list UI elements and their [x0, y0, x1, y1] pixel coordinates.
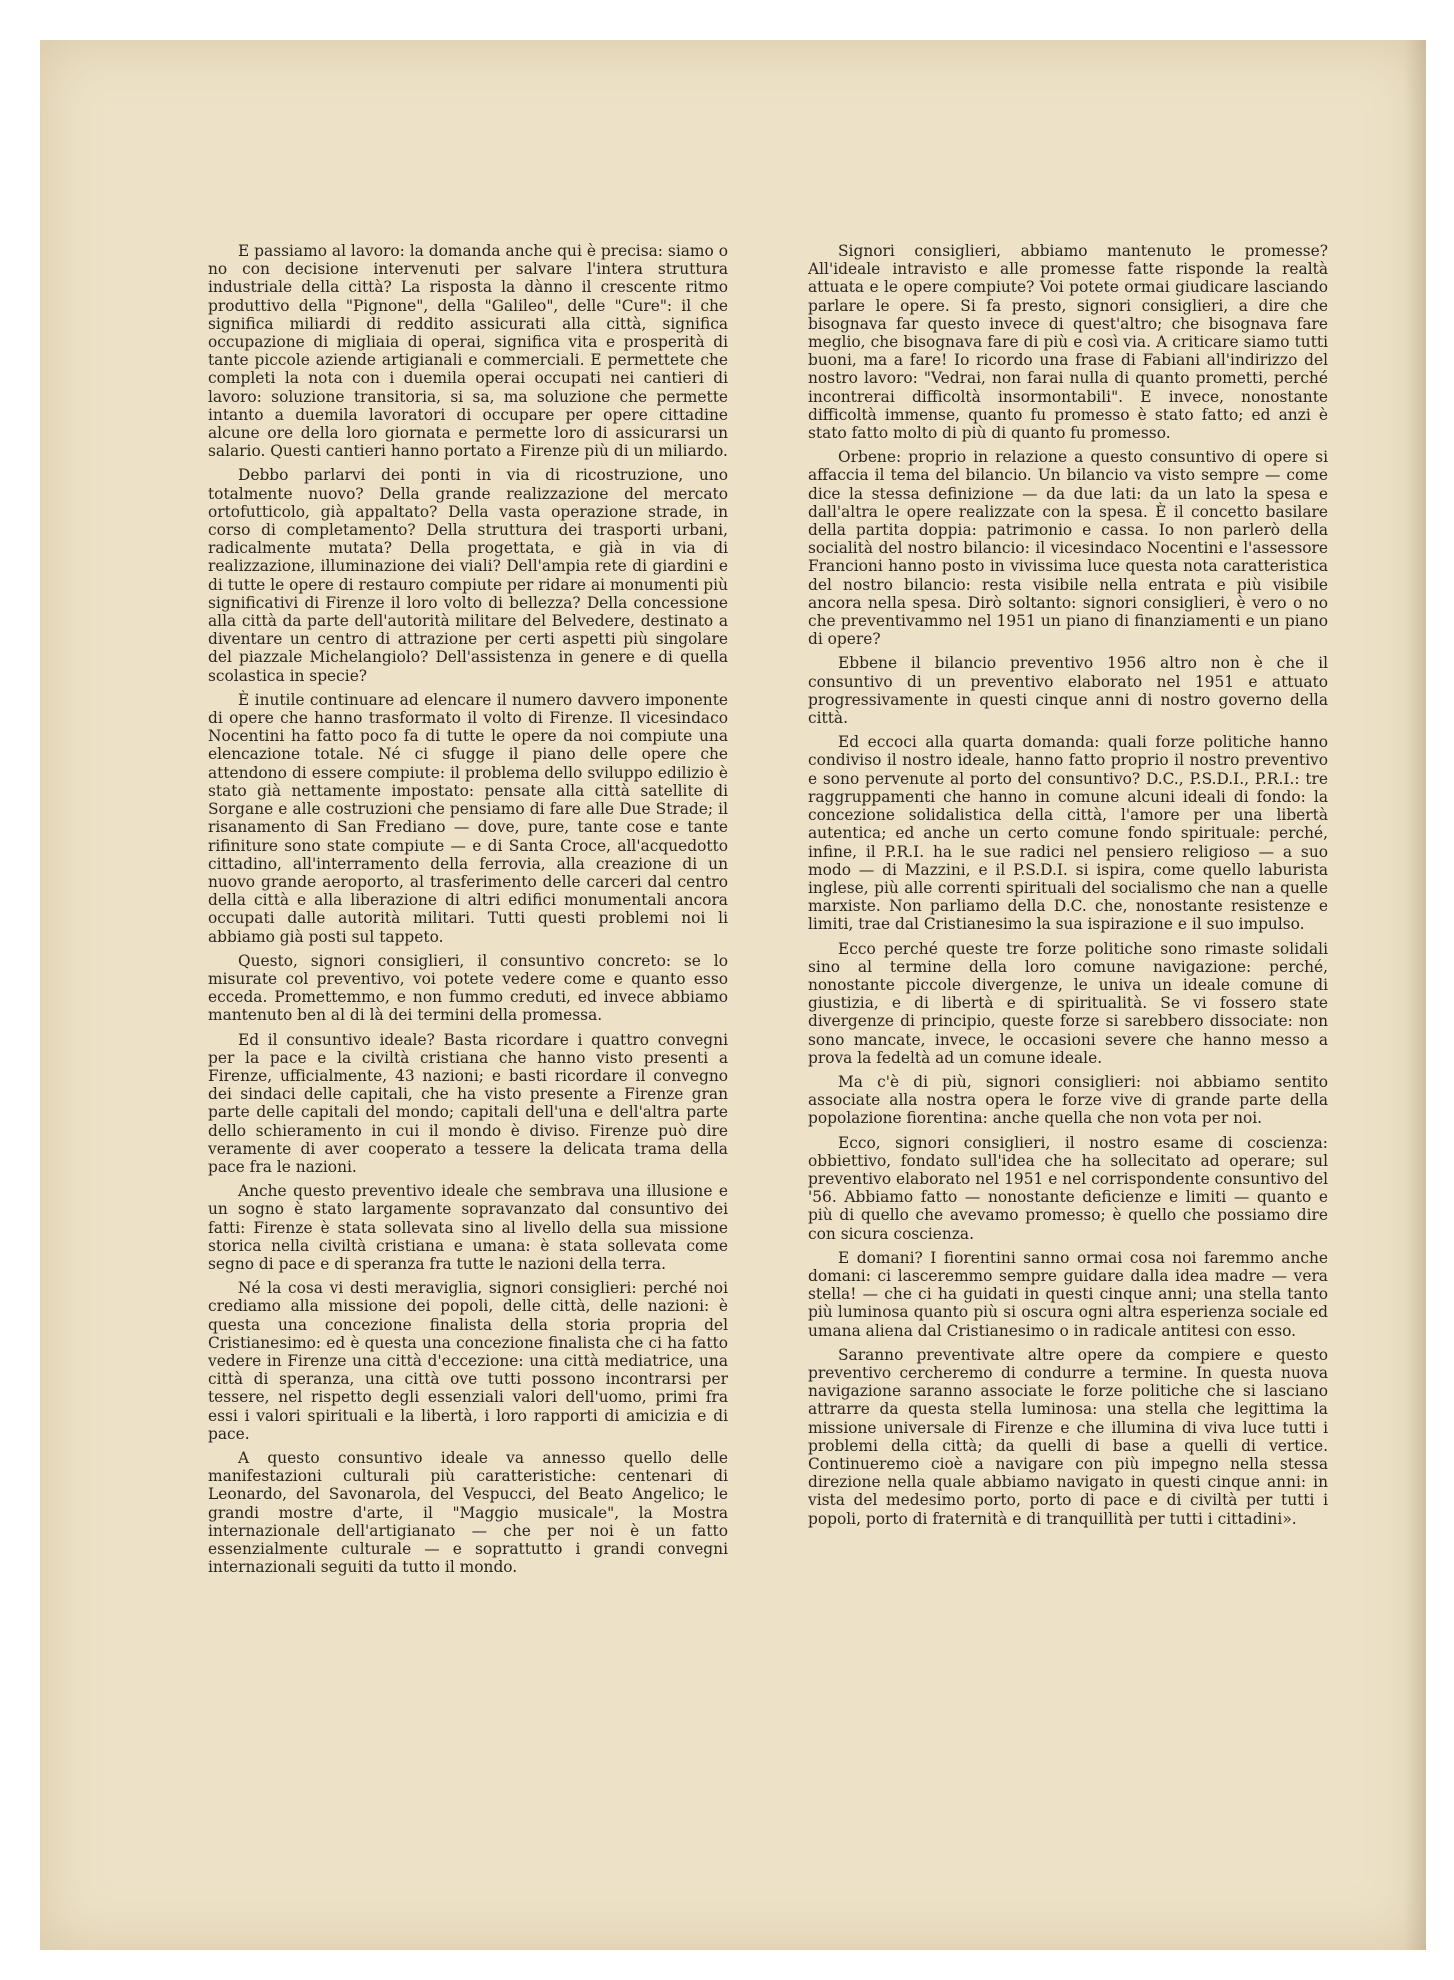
- paragraph: Ebbene il bilancio preventivo 1956 altro non è che il consuntivo di un preventivo elaborato nel 1951 e attuato progressivamente in questi cinque anni di nostro governo della città.: [808, 654, 1328, 728]
- left-column: [208, 242, 728, 1582]
- paragraph: Ecco, signori consiglieri, il nostro esame di coscienza: obbiettivo, fondato sull'idea che ha sollecitato ad operare; sul preventivo elaborato nel 1951 e nel corrispondente consuntivo del '56. Abbiamo fatto — nonostante deficienze e limiti — quanto e più di quello che avevamo promesso; è quello che possiamo dire con sicura coscienza.: [808, 1133, 1328, 1243]
- paragraph: Ed il consuntivo ideale? Basta ricordare i quattro convegni per la pace e la civiltà cristiana che hanno visto presenti a Firenze, ufficialmente, 43 nazioni; e basti ricordare il convegno dei sindaci delle capitali, che ha visto presente a Firenze gran parte delle capitali del mondo; capitali dell'una e dell'altra parte dello schieramento in cui il mondo è diviso. Firenze può dire veramente di aver cooperato a tessere la delicata trama della pace fra le nazioni.: [208, 1030, 728, 1176]
- page-sheet: [40, 40, 1426, 1950]
- right-column: [808, 242, 1328, 1534]
- paragraph: Anche questo preventivo ideale che sembrava una illusione e un sogno è stato largamente sopravanzato dal consuntivo dei fatti: Firenze è stata sollevata sino al livello della sua missione storica nella civiltà cristiana e umana: è stata sollevata come segno di pace e di speranza fra tutte le nazioni della terra.: [208, 1182, 728, 1273]
- paragraph: A questo consuntivo ideale va annesso quello delle manifestazioni culturali più caratteristiche: centenari di Leonardo, del Savonarola, del Vespucci, del Beato Angelico; le grandi mostre d'arte, il "Maggio musicale", la Mostra internazionale dell'artigianato — che per noi è un fatto essenzialmente culturale — e soprattutto i grandi convegni internazionali seguiti da tutto il mondo.: [208, 1449, 728, 1577]
- paragraph: Saranno preventivate altre opere da compiere e questo preventivo cercheremo di condurre a termine. In questa nuova navigazione saranno associate le forze politiche che si lasciano attrarre da questa stella luminosa: una stella che legittima la missione universale di Firenze e che illumina di viva luce tutti i problemi della città; da quelli di base a quelli di vertice. Continueremo cioè a navigare con più impegno nella stessa direzione nella quale abbiamo navigato in questi cinque anni: in vista del medesimo porto, porto di pace e di civiltà per tutti i popoli, porto di fraternità e di tranquillità per tutti i cittadini».: [808, 1345, 1328, 1528]
- paragraph: Ecco perché queste tre forze politiche sono rimaste solidali sino al termine della loro comune navigazione: perché, nonostante piccole divergenze, le univa un ideale comune di giustizia, e di libertà e di spiritualità. Se vi fossero state divergenze di principio, queste forze si sarebbero dissociate: non sono mancate, invece, le occasioni severe che hanno messo a prova la fedeltà ad un comune ideale.: [808, 939, 1328, 1067]
- paragraph: E passiamo al lavoro: la domanda anche qui è precisa: siamo o no con decisione intervenuti per salvare l'intera struttura industriale della città? La risposta la dànno il crescente ritmo produttivo della "Pignone", della "Galileo", delle "Cure": il che significa miliardi di reddito assicurati alla città, significa occupazione di migliaia di operai, significa vita e prosperità di tante piccole aziende artigianali e commerciali. E permettete che completi la nota con i duemila operai occupati nei cantieri di lavoro: soluzione transitoria, si sa, ma soluzione che permette intanto a duemila lavoratori di occupare per opere cittadine alcune ore della loro giornata e permette loro di assicurarsi un salario. Questi cantieri hanno portato a Firenze più di un miliardo.: [208, 242, 728, 461]
- paragraph: Ed eccoci alla quarta domanda: quali forze politiche hanno condiviso il nostro ideale, hanno fatto proprio il nostro preventivo e sono pervenute al porto del consuntivo? D.C., P.S.D.I., P.R.I.: tre raggruppamenti che hanno in comune alcuni ideali di fondo: la concezione solidalistica della città, l'amore per una libertà autentica; ed anche un certo comune fondo spirituale: perché, infine, il P.R.I. ha le sue radici nel pensiero religioso — a suo modo — di Mazzini, e il P.S.D.I. si ispira, come quello laburista inglese, più alle correnti spirituali del socialismo che nan a quelle marxiste. Non parliamo della D.C. che, nonostante resistenze e limiti, trae dal Cristianesimo la sua ispirazione e il suo impulso.: [808, 733, 1328, 934]
- paragraph: Questo, signori consiglieri, il consuntivo concreto: se lo misurate col preventivo, voi potete vedere come e quanto esso ecceda. Promettemmo, e non fummo creduti, ed invece abbiamo mantenuto ben al di là dei termini della promessa.: [208, 951, 728, 1025]
- paragraph: Né la cosa vi desti meraviglia, signori consiglieri: perché noi crediamo alla missione dei popoli, delle città, delle nazioni: è questa una concezione finalista della storia propria del Cristianesimo: ed è questa una concezione finalista che ci ha fatto vedere in Firenze una città d'eccezione: una città mediatrice, una città di speranza, una città ove tutti possono incontrarsi per tessere, nel rispetto degli essenziali valori dell'uomo, primi fra essi i valori spirituali e la libertà, i loro rapporti di amicizia e di pace.: [208, 1279, 728, 1443]
- paragraph: È inutile continuare ad elencare il numero davvero imponente di opere che hanno trasformato il volto di Firenze. Il vicesindaco Nocentini ha fatto poco fa di tutte le opere da noi compiute una elencazione totale. Né ci sfugge il piano delle opere che attendono di essere compiute: il problema dello sviluppo edilizio è stato già nettamente impostato: pensate alla città satellite di Sorgane e alle costruzioni che pensiamo di fare alle Due Strade; il risanamento di San Frediano — dove, pure, tante cose e tante rifiniture sono state compiute — e di Santa Croce, all'acquedotto cittadino, all'interramento della ferrovia, alla creazione di un nuovo grande aeroporto, al trasferimento delle carceri dal centro della città e alla liberazione di altri edifici monumentali ancora occupati dalle autorità militari. Tutti questi problemi noi li abbiamo già posti sul tappeto.: [208, 690, 728, 946]
- paragraph: Debbo parlarvi dei ponti in via di ricostruzione, uno totalmente nuovo? Della grande realizzazione del mercato ortofutticolo, già appaltato? Della vasta operazione strade, in corso di completamento? Della struttura dei trasporti urbani, radicalmente mutata? Della progettata, e già in via di realizzazione, illuminazione dei viali? Dell'ampia rete di giardini e di tutte le opere di restauro compiute per ridare ai monumenti più significativi di Firenze il loro volto di bellezza? Della concessione alla città da parte dell'autorità militare del Belvedere, destinato a diventare un centro di attrazione per certi aspetti più singolare del piazzale Michelangiolo? Dell'assistenza in genere e di quella scolastica in specie?: [208, 466, 728, 685]
- paragraph: Orbene: proprio in relazione a questo consuntivo di opere si affaccia il tema del bilancio. Un bilancio va visto sempre — come dice la stessa definizione — da due lati: da un lato la spesa e dall'altra le opere realizzate con la spesa. È il concetto basilare della partita doppia: patrimonio e cassa. Io non parlerò della socialità del nostro bilancio: il vicesindaco Nocentini e l'assessore Francioni hanno posto in vivissima luce questa nota caratteristica del nostro bilancio: resta visibile nella entrata e più visibile ancora nella spesa. Dirò soltanto: signori consiglieri, è vero o no che preventivammo nel 1951 un piano di finanziamenti e un piano di opere?: [808, 448, 1328, 649]
- paragraph: E domani? I fiorentini sanno ormai cosa noi faremmo anche domani: ci lasceremmo sempre guidare dalla idea madre — vera stella! — che ci ha guidati in questi cinque anni; una stella tanto più luminosa quanto più si oscura ogni altra esperienza sociale ed umana aliena dal Cristianesimo o in radicale antitesi con esso.: [808, 1248, 1328, 1340]
- paragraph: Signori consiglieri, abbiamo mantenuto le promesse? All'ideale intravisto e alle promesse fatte risponde la realtà attuata e le opere compiute? Voi potete ormai giudicare lasciando parlare le opere. Si fa presto, signori consiglieri, a dire che bisognava far questo invece di quest'altro; che bisognava fare meglio, che bisognava fare di più e così via. A criticare siamo tutti buoni, ma a fare! Io ricordo una frase di Fabiani all'indirizzo del nostro lavoro: "Vedrai, non farai nulla di quanto prometti, perché incontrerai difficoltà insormontabili". E invece, nonostante difficoltà immense, quanto fu promesso è stato fatto; ed anzi è stato fatto molto di più di quanto fu promesso.: [808, 242, 1328, 443]
- paragraph: Ma c'è di più, signori consiglieri: noi abbiamo sentito associate alla nostra opera le forze vive di grande parte della popolazione fiorentina: anche quella che non vota per noi.: [808, 1072, 1328, 1128]
